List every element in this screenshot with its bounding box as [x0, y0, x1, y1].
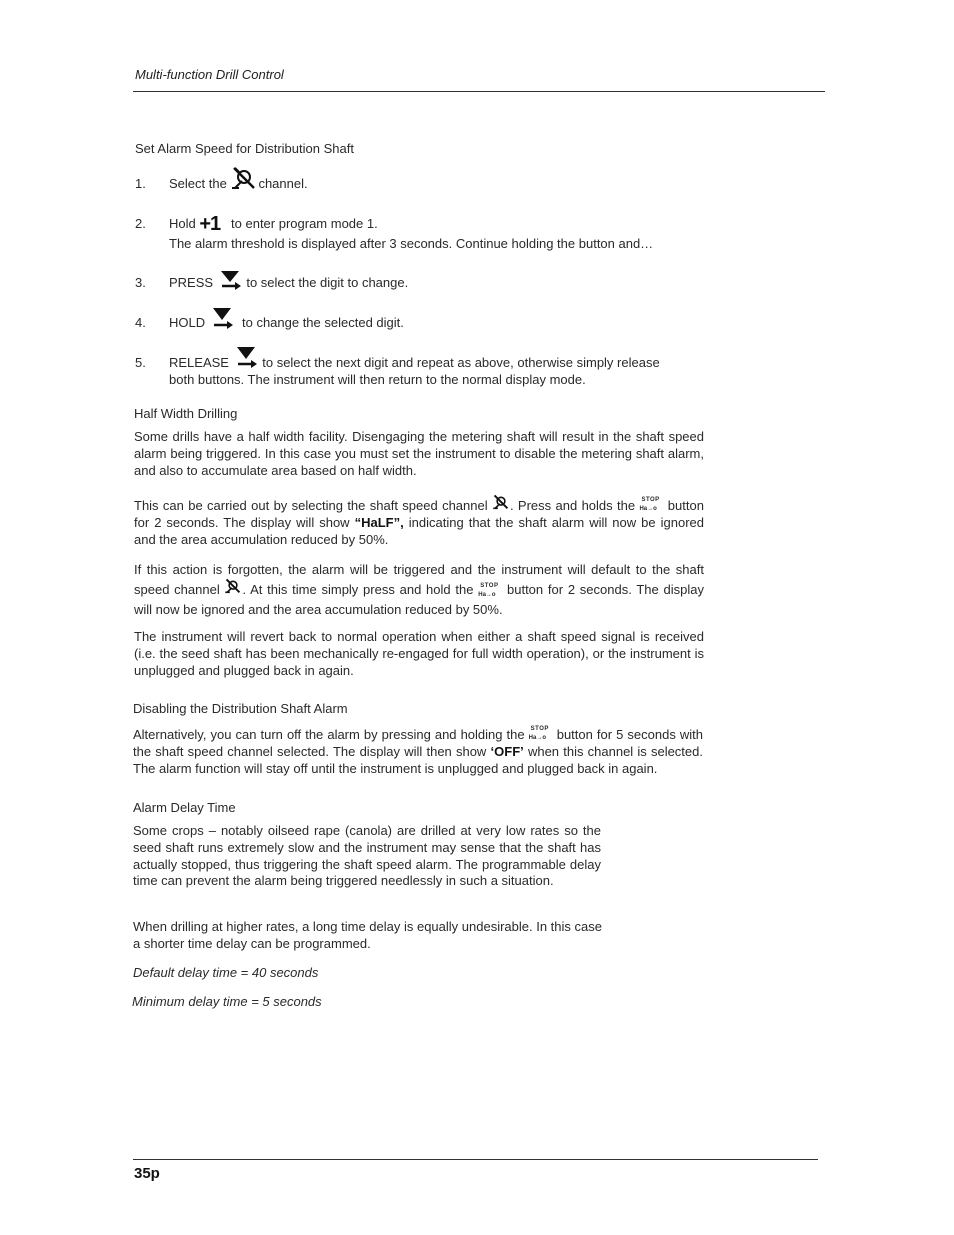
display-code-off: ‘OFF’	[490, 743, 524, 759]
minimum-delay-time: Minimum delay time = 5 seconds	[132, 994, 322, 1009]
shaft-channel-icon	[230, 166, 258, 192]
step-number: 2.	[135, 216, 146, 231]
hold-label: Ha→o	[528, 735, 547, 741]
shaft-channel-icon	[492, 494, 510, 511]
step-4	[169, 315, 404, 332]
shaft-channel-icon	[224, 578, 242, 595]
plus-one-icon: +1	[199, 213, 221, 235]
digit-select-arrow-icon	[217, 269, 243, 291]
section-heading-disabling: Disabling the Distribution Shaft Alarm	[133, 701, 348, 716]
text-run: . At this time simply press and hold the	[242, 582, 474, 597]
digit-select-arrow-icon	[209, 307, 235, 331]
step-text: Select the	[169, 176, 227, 191]
section-heading-half-width: Half Width Drilling	[134, 406, 238, 421]
footer-rule	[133, 1159, 818, 1160]
step-number: 5.	[135, 355, 146, 370]
step-text: channel.	[258, 176, 308, 191]
section-heading-alarm-speed: Set Alarm Speed for Distribution Shaft	[135, 141, 354, 156]
text-run: button for 5 seconds with the shaft speed channel selected. The display will then show	[133, 727, 703, 759]
display-code-half: “HaLF”,	[354, 514, 404, 530]
paragraph: The instrument will revert back to normal operation when either a shaft speed signal is received (i.e. the seed shaft has been mechanically re-engaged for full width operation), or the instrument is unplugged and plugged back in again.	[134, 629, 704, 678]
step-text: to select the digit to change.	[246, 275, 409, 290]
step-text: PRESS	[169, 275, 214, 290]
step-text: RELEASE	[169, 355, 229, 370]
stop-label: STOP	[530, 726, 549, 732]
page-number: 35p	[134, 1165, 160, 1182]
text-run: If this action is forgotten, the alarm will be triggered and the instrument will default to the shaft speed channel	[134, 562, 704, 597]
step-text: HOLD	[169, 315, 206, 330]
text-run: . Press and holds the	[509, 498, 636, 513]
default-delay-time: Default delay time = 40 seconds	[133, 965, 319, 980]
step-5-continued: both buttons. The instrument will then return to the normal display mode.	[169, 372, 586, 387]
hold-label: Ha→o	[478, 592, 496, 598]
text-run: button for 2 seconds. The display will show	[134, 498, 704, 530]
paragraph: Some crops – notably oilseed rape (canola) are drilled at very low rates so the seed shaft runs extremely slow and the instrument may sense that the shaft has actually stopped, thus triggering the shaft speed alarm. The programmable delay time can prevent the alarm being triggered needlessly in such a situation.	[133, 823, 601, 889]
digit-select-arrow-icon	[233, 346, 259, 370]
header-rule	[133, 91, 825, 92]
section-heading-delay: Alarm Delay Time	[133, 800, 236, 815]
step-text: Hold	[169, 216, 196, 231]
step-number: 4.	[135, 315, 146, 330]
paragraph	[133, 726, 703, 777]
stop-hold-button-icon	[639, 497, 663, 511]
step-2-continued: The alarm threshold is displayed after 3 seconds. Continue holding the button and…	[169, 236, 654, 251]
text-run: button for 2 seconds. The display will now be ignored and the area accumulation reduced by 50%.	[134, 582, 704, 617]
step-2	[169, 213, 378, 235]
stop-hold-button-icon	[478, 581, 502, 598]
step-5	[169, 355, 660, 372]
step-text: to enter program mode 1.	[231, 216, 378, 231]
stop-hold-button-icon	[529, 726, 553, 740]
text-run: when this channel is selected. The alarm function will stay off until the instrument is unplugged and plugged back in again.	[133, 743, 703, 776]
step-number: 3.	[135, 275, 146, 290]
step-text: to change the selected digit.	[241, 315, 404, 330]
running-header: Multi-function Drill Control	[135, 67, 284, 82]
text-run: This can be carried out by selecting the shaft speed channel	[134, 498, 488, 513]
step-1	[169, 176, 308, 193]
text-run: indicating that the shaft alarm will now be ignored and the area accumulation reduced by 50%.	[134, 514, 705, 547]
paragraph	[134, 560, 704, 620]
hold-label: Ha→o	[639, 506, 657, 512]
step-3	[169, 275, 408, 292]
paragraph	[134, 497, 704, 548]
step-number: 1.	[135, 176, 146, 191]
text-run: Alternatively, you can turn off the alarm by pressing and holding the	[133, 727, 525, 742]
paragraph: Some drills have a half width facility. Disengaging the metering shaft will result in the shaft speed alarm being triggered. In this case you must set the instrument to disable the metering shaft alarm, and also to accumulate area based on half width.	[134, 429, 704, 478]
stop-label: STOP	[480, 583, 499, 589]
stop-label: STOP	[641, 497, 660, 503]
paragraph: When drilling at higher rates, a long time delay is equally undesirable. In this case a shorter time delay can be programmed.	[133, 919, 602, 951]
step-text: to select the next digit and repeat as above, otherwise simply release	[262, 355, 660, 370]
